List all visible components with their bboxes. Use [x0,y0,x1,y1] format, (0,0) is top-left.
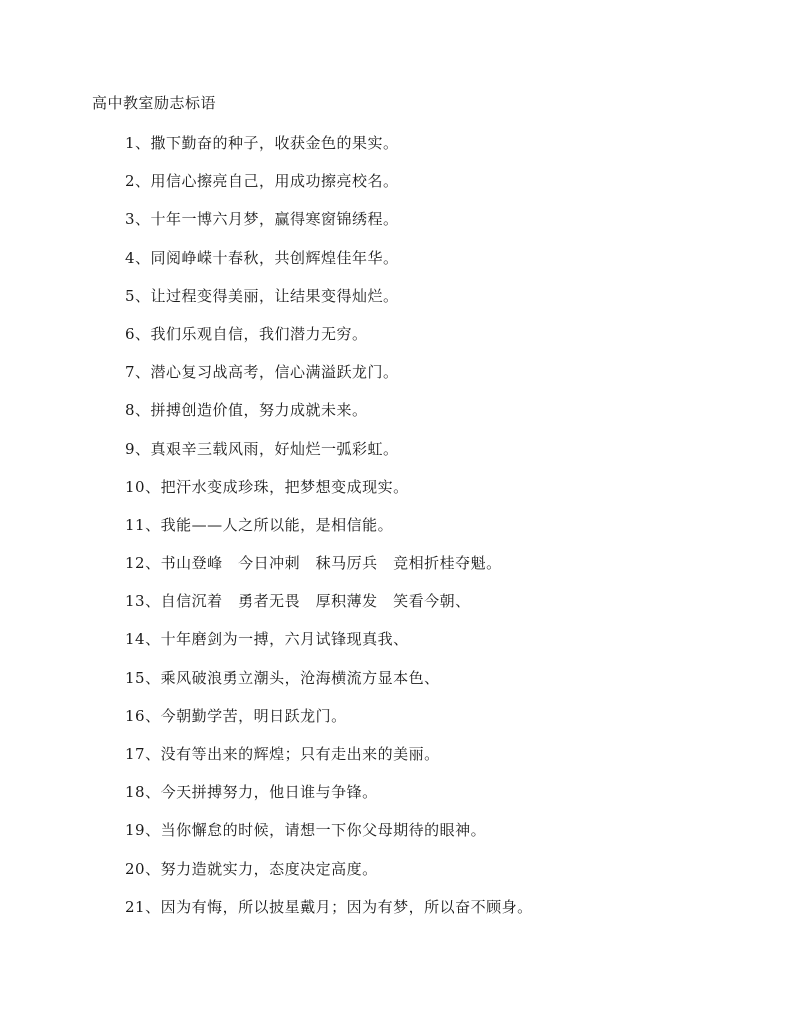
slogan-item: 12、书山登峰 今日冲刺 秣马厉兵 竞相折桂夺魁。 [125,554,502,573]
slogan-item: 20、努力造就实力，态度决定高度。 [125,859,378,878]
slogan-item: 9、真艰辛三载风雨，好灿烂一弧彩虹。 [125,439,399,458]
document-title: 高中教室励志标语 [92,94,217,112]
slogan-item: 7、潜心复习战高考，信心满溢跃龙门。 [125,363,399,382]
slogan-item: 6、我们乐观自信，我们潜力无穷。 [125,324,368,343]
slogan-item: 10、把汗水变成珍珠，把梦想变成现实。 [125,477,409,496]
slogan-item: 14、十年磨剑为一搏，六月试锋现真我、 [125,630,409,649]
slogan-item: 17、没有等出来的辉煌；只有走出来的美丽。 [125,745,440,763]
slogan-item: 3、十年一博六月梦，赢得寒窗锦绣程。 [125,210,399,229]
slogan-item: 13、自信沉着 勇者无畏 厚积薄发 笑看今朝、 [125,592,471,611]
slogan-item: 2、用信心擦亮自己，用成功擦亮校名。 [125,172,399,191]
slogan-list [125,133,533,935]
slogan-item: 4、同阅峥嵘十春秋，共创辉煌佳年华。 [125,248,399,267]
slogan-item: 16、今朝勤学苦，明日跃龙门。 [125,706,347,725]
slogan-item: 19、当你懈怠的时候，请想一下你父母期待的眼神。 [125,821,487,840]
slogan-item: 11、我能——人之所以能，是相信能。 [125,515,394,534]
slogan-item: 15、乘风破浪勇立潮头，沧海横流方显本色、 [125,668,440,687]
slogan-item: 5、让过程变得美丽，让结果变得灿烂。 [125,286,399,305]
slogan-item: 18、今天拼搏努力，他日谁与争锋。 [125,783,378,802]
slogan-item: 1、撒下勤奋的种子，收获金色的果实。 [125,134,399,152]
slogan-item: 8、拼搏创造价值，努力成就未来。 [125,401,368,420]
slogan-item: 21、因为有悔，所以披星戴月；因为有梦，所以奋不顾身。 [125,897,533,916]
